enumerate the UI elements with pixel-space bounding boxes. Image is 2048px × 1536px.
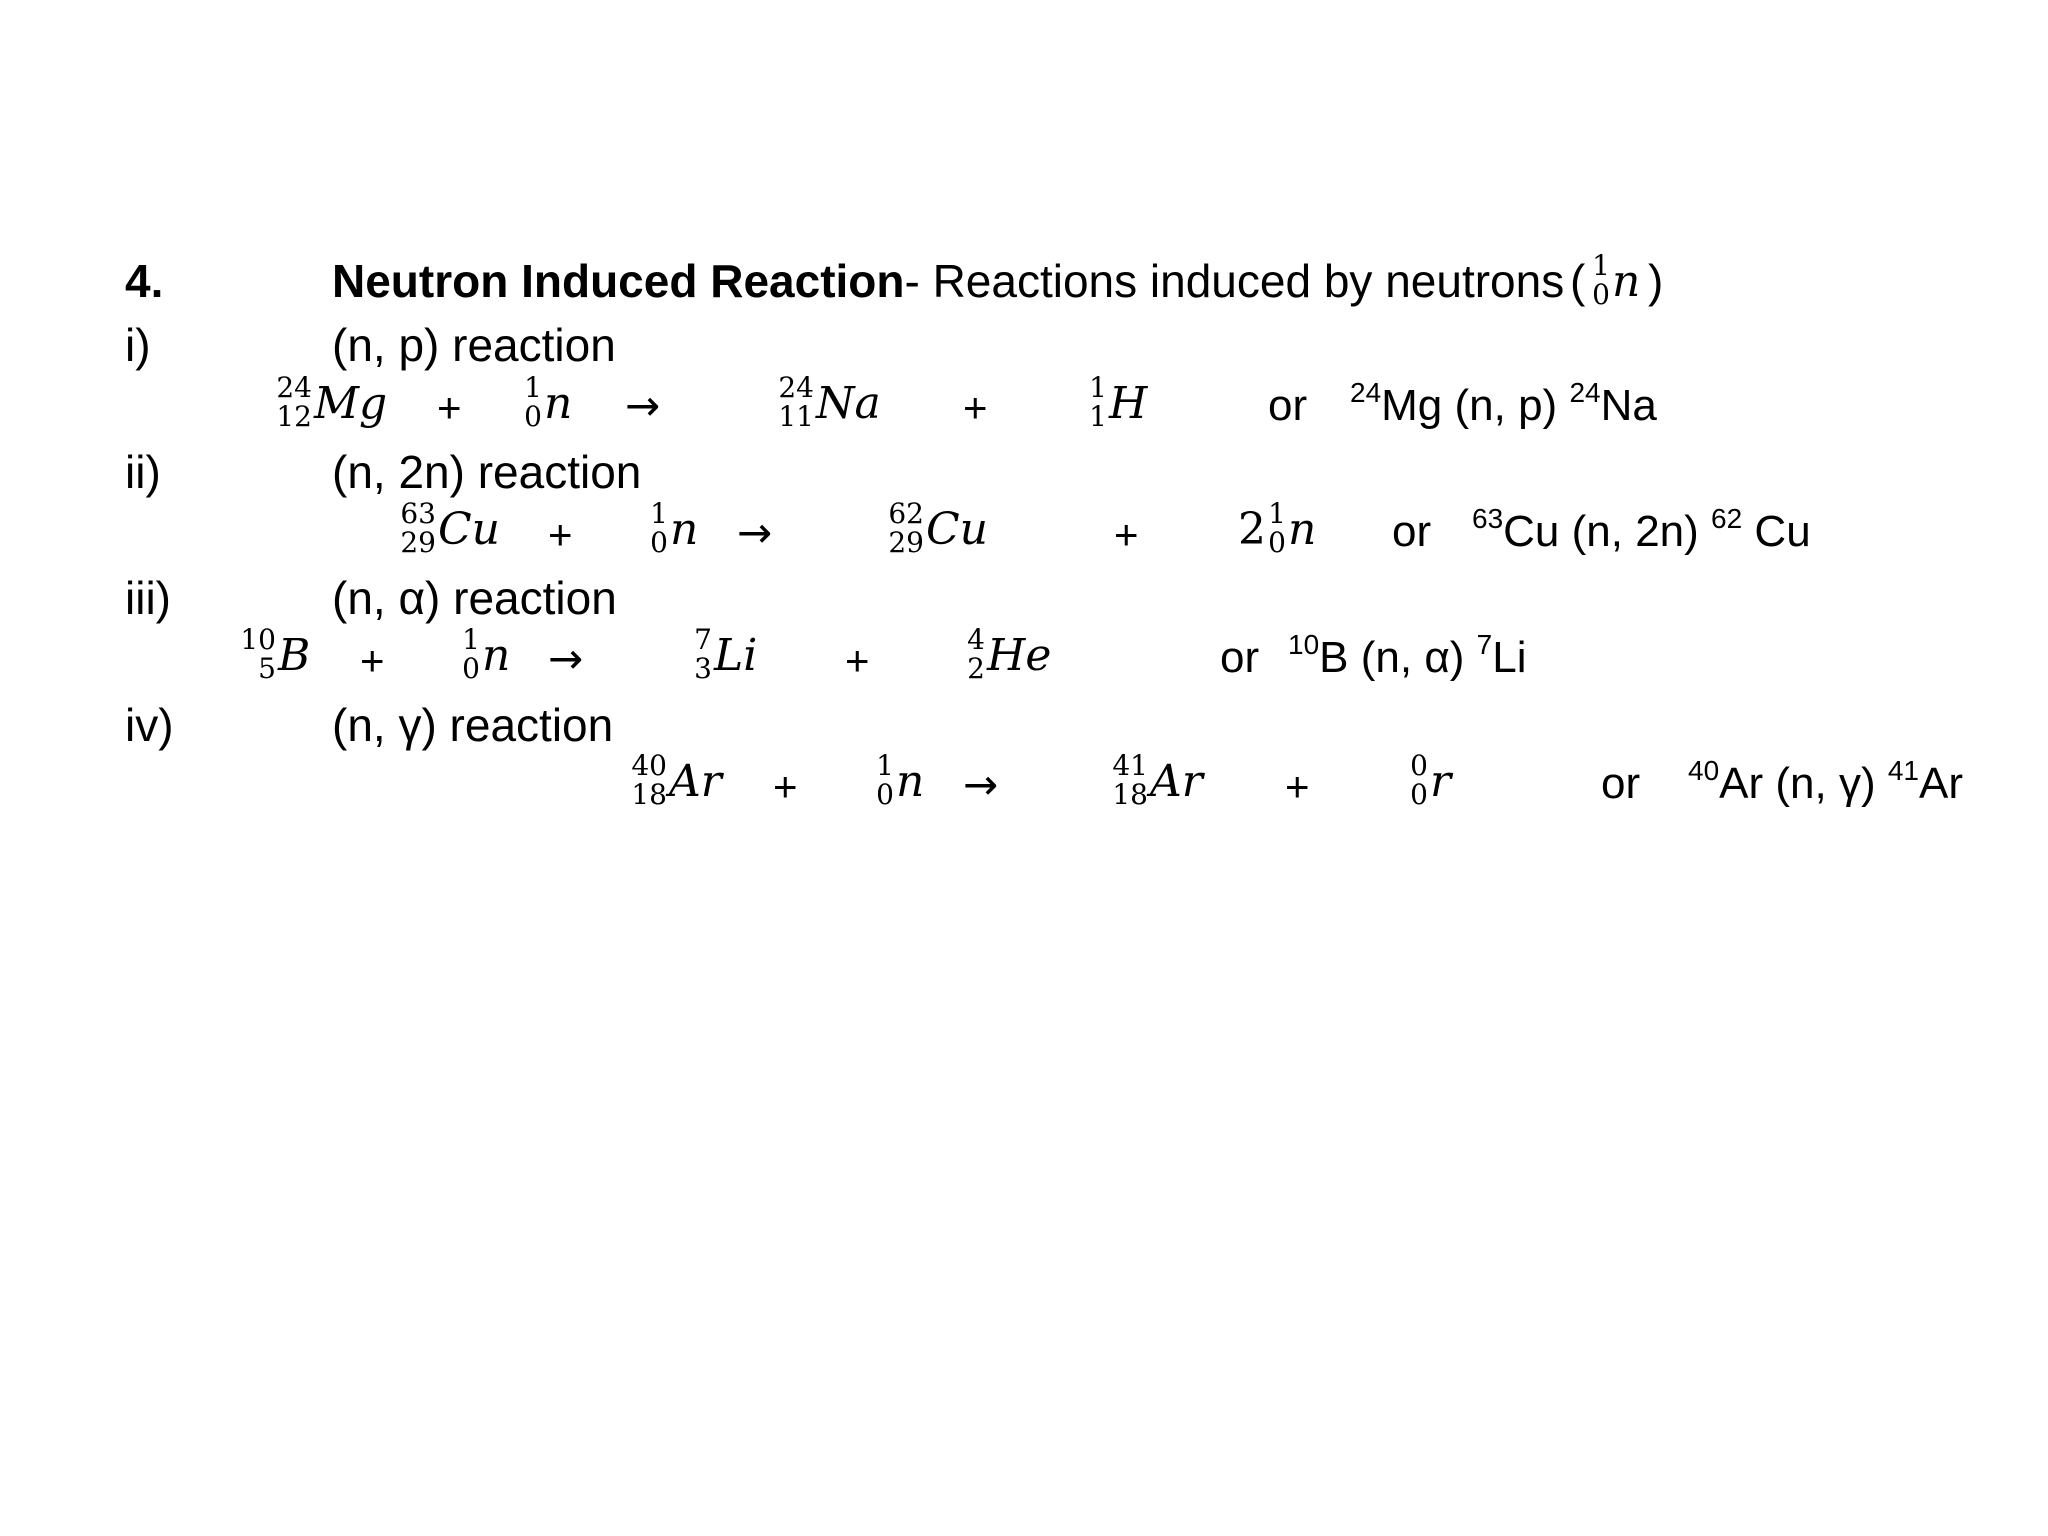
section-title: Neutron Induced Reaction bbox=[332, 255, 905, 307]
reaction-name-3: (n, α) reaction bbox=[332, 572, 617, 624]
short-notation-3: $^{10}$B (n, α) $^7$Li bbox=[1288, 629, 1527, 682]
plus-sign: + bbox=[548, 511, 573, 558]
neutron-coefficient: 2 bbox=[1238, 504, 1266, 555]
reaction-arrow: → bbox=[737, 508, 773, 557]
heading-close-paren: ) bbox=[1648, 255, 1664, 307]
reaction-arrow: → bbox=[625, 381, 661, 430]
section-description: - Reactions induced by neutrons bbox=[904, 255, 1565, 307]
plus-sign: + bbox=[963, 384, 988, 431]
plus-sign: + bbox=[773, 763, 798, 810]
plus-sign: + bbox=[437, 384, 462, 431]
short-notation-4: $^{40}$Ar (n, γ) $^{41}$Ar bbox=[1688, 755, 1963, 808]
or-word: or bbox=[1601, 759, 1641, 808]
short-notation-2: $^{63}$Cu (n, 2n) $^{62}$ Cu bbox=[1472, 503, 1811, 556]
reaction-label-4: iv) bbox=[125, 699, 174, 751]
plus-sign: + bbox=[845, 637, 870, 684]
short-notation-1: $^{24}$Mg (n, p) $^{24}$Na bbox=[1350, 377, 1657, 430]
reaction-label-2: ii) bbox=[125, 446, 161, 498]
reaction-name-2: (n, 2n) reaction bbox=[332, 446, 642, 498]
reaction-name-4: (n, γ) reaction bbox=[332, 699, 614, 751]
heading-open-paren: ( bbox=[1570, 255, 1586, 307]
reaction-arrow: → bbox=[963, 760, 999, 809]
reaction-arrow: → bbox=[548, 634, 584, 683]
section-heading bbox=[332, 255, 1565, 307]
section-number: 4. bbox=[125, 255, 164, 307]
plus-sign: + bbox=[1114, 511, 1139, 558]
plus-sign: + bbox=[360, 637, 385, 684]
reaction-label-1: i) bbox=[125, 319, 151, 371]
or-word: or bbox=[1392, 507, 1432, 556]
reaction-label-3: iii) bbox=[125, 572, 171, 624]
reaction-name-1: (n, p) reaction bbox=[332, 319, 616, 371]
or-word: or bbox=[1268, 381, 1308, 430]
or-word: or bbox=[1220, 633, 1260, 682]
plus-sign: + bbox=[1285, 763, 1310, 810]
